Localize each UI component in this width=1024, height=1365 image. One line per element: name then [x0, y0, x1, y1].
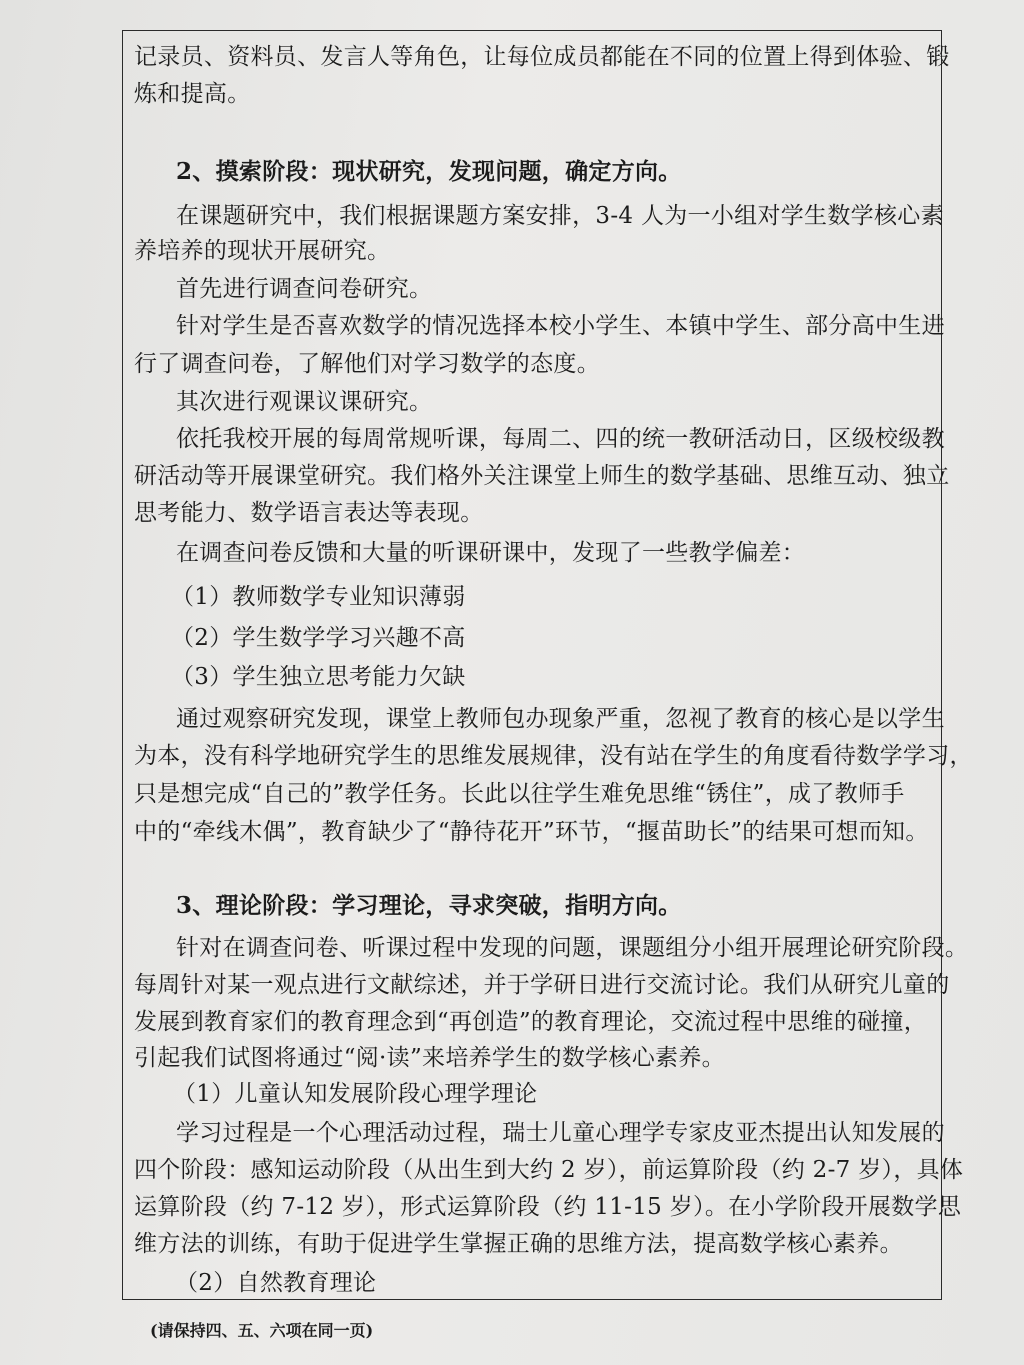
text-line: 维方法的训练，有助于促进学生掌握正确的思维方法，提高数学核心素养。	[134, 1231, 903, 1257]
section-heading: 3、理论阶段：学习理论，寻求突破，指明方向。	[176, 892, 682, 919]
text-line: 依托我校开展的每周常规听课，每周二、四的统一教研活动日，区级校级教	[176, 426, 945, 452]
list-item: （3）学生独立思考能力欠缺	[171, 664, 466, 690]
text-line: 运算阶段（约 7-12 岁），形式运算阶段（约 11-15 岁）。在小学阶段开展数学思	[134, 1194, 962, 1220]
text-line: 针对在调查问卷、听课过程中发现的问题，课题组分小组开展理论研究阶段。	[176, 935, 969, 961]
text-line: 其次进行观课议课研究。	[176, 389, 433, 415]
text-line: 首先进行调查问卷研究。	[176, 276, 433, 302]
text-line: 针对学生是否喜欢数学的情况选择本校小学生、本镇中学生、部分高中生进	[176, 313, 945, 339]
text-line: 通过观察研究发现，课堂上教师包办现象严重，忽视了教育的核心是以学生	[176, 706, 945, 732]
footer-note: (请保持四、五、六项在同一页)	[150, 1321, 374, 1340]
text-line: 记录员、资料员、发言人等角色，让每位成员都能在不同的位置上得到体验、锻	[134, 44, 950, 70]
text-line: 每周针对某一观点进行文献综述，并于学研日进行交流讨论。我们从研究儿童的	[134, 972, 950, 998]
list-item: （1）儿童认知发展阶段心理学理论	[173, 1081, 538, 1107]
list-item: （2）自然教育理论	[175, 1270, 377, 1296]
text-line: 四个阶段：感知运动阶段（从出生到大约 2 岁），前运算阶段（约 2-7 岁），具体	[134, 1157, 964, 1183]
list-item: （2）学生数学学习兴趣不高	[171, 625, 466, 651]
list-item: （1）教师数学专业知识薄弱	[171, 584, 466, 610]
text-line: 行了调查问卷，了解他们对学习数学的态度。	[134, 351, 600, 377]
content-frame	[122, 30, 973, 1300]
text-line: 思考能力、数学语言表达等表现。	[134, 500, 484, 526]
section-heading: 2、摸索阶段：现状研究，发现问题，确定方向。	[176, 158, 682, 185]
text-line: 中的“牵线木偶”，教育缺少了“静待花开”环节，“揠苗助长”的结果可想而知。	[134, 819, 929, 845]
text-line: 研活动等开展课堂研究。我们格外关注课堂上师生的数学基础、思维互动、独立	[134, 463, 950, 489]
text-line: 只是想完成“自己的”教学任务。长此以往学生难免思维“锈住”，成了教师手	[134, 781, 905, 807]
text-line: 为本，没有科学地研究学生的思维发展规律，没有站在学生的角度看待数学学习，	[134, 743, 973, 769]
text-line: 发展到教育家们的教育理念到“再创造”的教育理论，交流过程中思维的碰撞，	[134, 1009, 928, 1035]
text-line: 在调查问卷反馈和大量的听课研课中，发现了一些教学偏差：	[176, 540, 806, 566]
text-line: 炼和提高。	[134, 81, 251, 107]
text-line: 学习过程是一个心理活动过程，瑞士儿童心理学专家皮亚杰提出认知发展的	[176, 1120, 945, 1146]
text-line: 在课题研究中，我们根据课题方案安排，3-4 人为一小组对学生数学核心素	[176, 203, 944, 229]
text-line: 引起我们试图将通过“阅·读”来培养学生的数学核心素养。	[134, 1045, 725, 1071]
text-line: 养培养的现状开展研究。	[134, 238, 391, 264]
